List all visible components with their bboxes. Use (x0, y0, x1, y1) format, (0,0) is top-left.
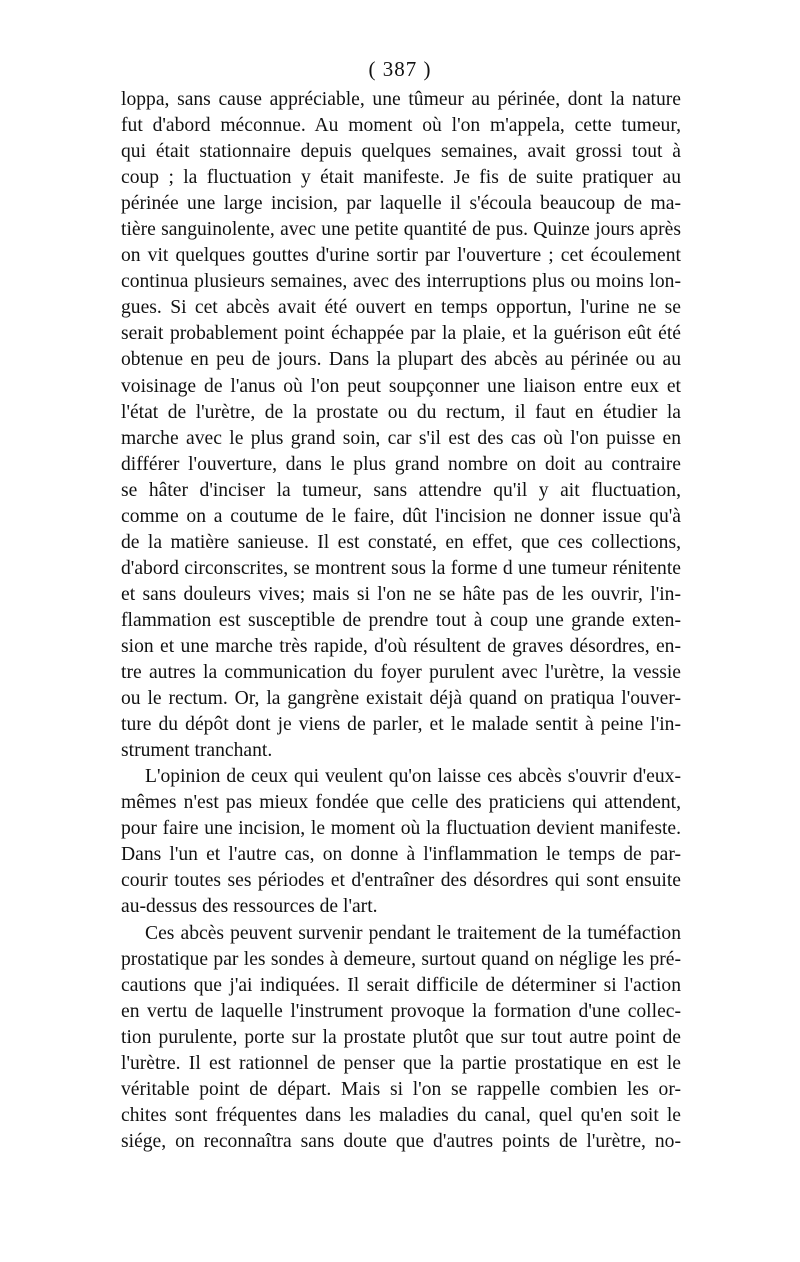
text-line: strument tranchant. (121, 740, 273, 762)
text-line: l'urètre. Il est rationnel de penser que la partie prostatique en est le (121, 1052, 681, 1074)
text-line: de la matière sanieuse. Il est constaté, en effet, que ces collections, (121, 531, 681, 553)
text-line: véritable point de départ. Mais si l'on se rappelle combien les or- (121, 1078, 681, 1100)
text-line: chites sont fréquentes dans les maladies du canal, quel qu'en soit le (121, 1104, 681, 1126)
text-line: et sans douleurs vives; mais si l'on ne se hâte pas de les ouvrir, l'in- (121, 583, 681, 605)
text-line: serait probablement point échappée par la plaie, et la guérison eût été (121, 323, 681, 345)
text-line: on vit quelques gouttes d'urine sortir par l'ouverture ; cet écoulement (121, 245, 681, 267)
text-line: ou le rectum. Or, la gangrène existait déjà quand on pratiqua l'ouver- (121, 688, 681, 710)
body-text (121, 87, 681, 1155)
text-line: au-dessus des ressources de l'art. (121, 896, 378, 918)
text-line: comme on a coutume de le faire, dût l'incision ne donner issue qu'à (121, 505, 681, 527)
text-line: coup ; la fluctuation y était manifeste. Je fis de suite pratiquer au (121, 167, 681, 189)
text-line: mêmes n'est pas mieux fondée que celle des praticiens qui attendent, (121, 792, 681, 814)
text-line: Ces abcès peuvent survenir pendant le traitement de la tuméfaction (145, 922, 681, 944)
text-line: en vertu de laquelle l'instrument provoque la formation d'une collec- (121, 1000, 681, 1022)
text-line: l'état de l'urètre, de la prostate ou du rectum, il faut en étudier la (121, 401, 681, 423)
text-line: tière sanguinolente, avec une petite quantité de pus. Quinze jours après (121, 219, 681, 241)
text-line: siége, on reconnaîtra sans doute que d'autres points de l'urètre, no- (121, 1130, 681, 1152)
text-line: fut d'abord méconnue. Au moment où l'on m'appela, cette tumeur, (121, 115, 681, 137)
text-line: L'opinion de ceux qui veulent qu'on laisse ces abcès s'ouvrir d'eux- (145, 766, 681, 788)
text-line: qui était stationnaire depuis quelques semaines, avait grossi tout à (121, 141, 681, 163)
text-line: gues. Si cet abcès avait été ouvert en temps opportun, l'urine ne se (121, 297, 681, 319)
page-number: ( 387 ) (368, 57, 432, 81)
text-line: voisinage de l'anus où l'on peut soupçonner une liaison entre eux et (121, 375, 681, 397)
text-line: loppa, sans cause appréciable, une tûmeur au périnée, dont la nature (121, 89, 681, 110)
text-line: Dans l'un et l'autre cas, on donne à l'inflammation le temps de par- (121, 844, 681, 866)
text-line: courir toutes ses périodes et d'entraîner des désordres qui sont ensuite (121, 870, 681, 892)
text-line: d'abord circonscrites, se montrent sous la forme d une tumeur rénitente (121, 557, 681, 579)
text-line: sion et une marche très rapide, d'où résultent de graves désordres, en- (121, 635, 681, 657)
text-line: flammation est susceptible de prendre tout à coup une grande exten- (121, 609, 681, 631)
text-line: cautions que j'ai indiquées. Il serait difficile de déterminer si l'action (121, 974, 681, 996)
text-line: continua plusieurs semaines, avec des interruptions plus ou moins lon- (121, 271, 681, 293)
text-line: pour faire une incision, le moment où la fluctuation devient manifeste. (121, 818, 681, 840)
text-line: obtenue en peu de jours. Dans la plupart des abcès au périnée ou au (121, 349, 681, 371)
text-line: tion purulente, porte sur la prostate plutôt que sur tout autre point de (121, 1026, 681, 1048)
text-line: se hâter d'inciser la tumeur, sans attendre qu'il y ait fluctuation, (121, 479, 681, 501)
text-line: différer l'ouverture, dans le plus grand nombre on doit au contraire (121, 453, 681, 475)
text-line: marche avec le plus grand soin, car s'il est des cas où l'on puisse en (121, 427, 681, 449)
text-line: périnée une large incision, par laquelle il s'écoula beaucoup de ma- (121, 193, 681, 215)
text-line: ture du dépôt dont je viens de parler, et le malade sentit à peine l'in- (121, 714, 681, 736)
text-line: tre autres la communication du foyer purulent avec l'urètre, la vessie (121, 662, 681, 684)
text-line: prostatique par les sondes à demeure, surtout quand on néglige les pré- (121, 948, 681, 970)
